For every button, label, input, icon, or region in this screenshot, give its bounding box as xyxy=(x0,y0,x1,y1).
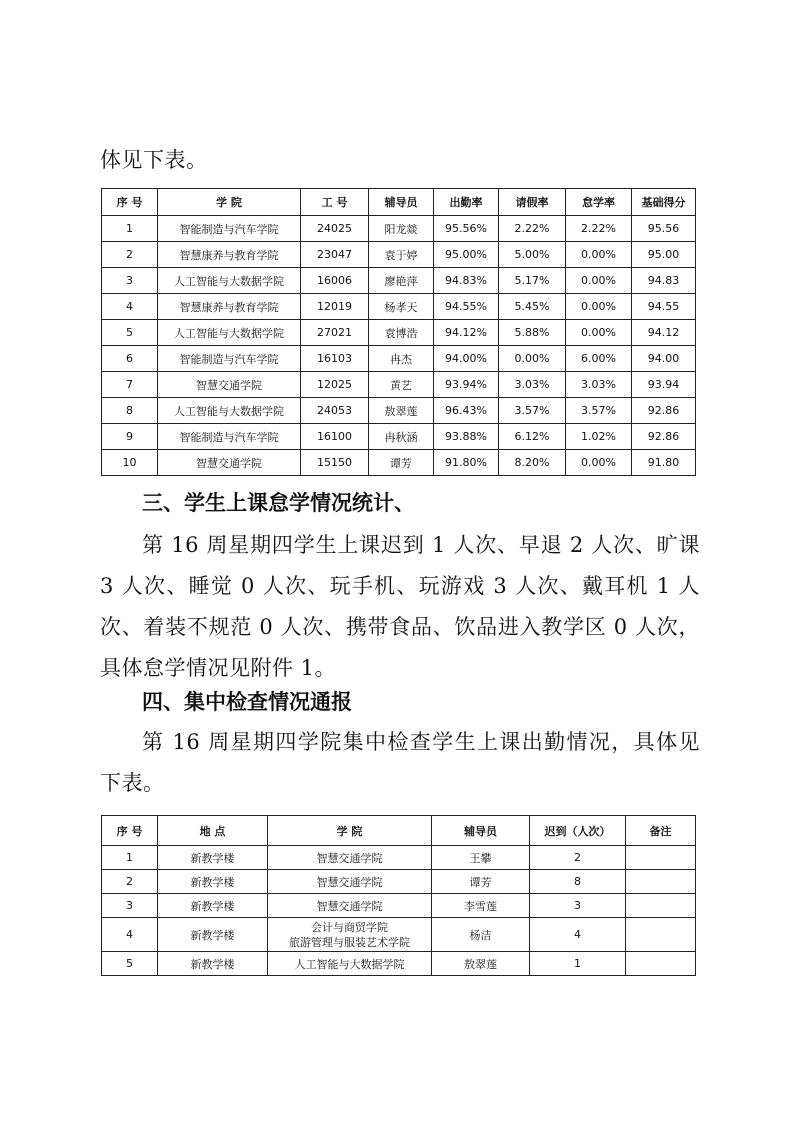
table-row xyxy=(102,216,696,242)
table-cell: 4 xyxy=(102,294,158,320)
column-header: 基础得分 xyxy=(632,189,696,216)
inspection-table xyxy=(101,815,696,976)
table-cell: 人工智能与大数据学院 xyxy=(158,398,301,424)
table-cell: 0.00% xyxy=(566,268,632,294)
column-header: 序 号 xyxy=(102,189,158,216)
table-cell: 智能制造与汽车学院 xyxy=(158,424,301,450)
table-cell: 2 xyxy=(102,242,158,268)
table-cell: 新教学楼 xyxy=(158,894,268,918)
table-row xyxy=(102,372,696,398)
table-cell: 新教学楼 xyxy=(158,952,268,976)
column-header: 学 院 xyxy=(268,816,432,846)
table-header-row xyxy=(102,189,696,216)
column-header: 迟到（人次） xyxy=(530,816,626,846)
table-cell: 1 xyxy=(102,216,158,242)
table-cell: 新教学楼 xyxy=(158,846,268,870)
table-cell: 93.94% xyxy=(434,372,499,398)
table-cell: 4 xyxy=(102,918,158,952)
table-cell: 杨孝天 xyxy=(369,294,434,320)
table-cell: 智慧交通学院 xyxy=(158,450,301,476)
table-row xyxy=(102,424,696,450)
table-cell: 冉杰 xyxy=(369,346,434,372)
table-cell: 王攀 xyxy=(432,846,530,870)
table-cell: 5.45% xyxy=(499,294,566,320)
table-cell: 新教学楼 xyxy=(158,870,268,894)
table-cell: 6.12% xyxy=(499,424,566,450)
column-header: 地 点 xyxy=(158,816,268,846)
table-row xyxy=(102,952,696,976)
table-cell: 0.00% xyxy=(566,320,632,346)
table-cell: 92.86 xyxy=(632,424,696,450)
table-cell: 5.00% xyxy=(499,242,566,268)
column-header: 出勤率 xyxy=(434,189,499,216)
column-header: 请假率 xyxy=(499,189,566,216)
table-cell: 9 xyxy=(102,424,158,450)
table-cell: 0.00% xyxy=(566,242,632,268)
table-cell: 96.43% xyxy=(434,398,499,424)
table-cell: 23047 xyxy=(301,242,369,268)
table-cell: 智慧康养与教育学院 xyxy=(158,294,301,320)
table-cell: 3 xyxy=(530,894,626,918)
counselor-attendance-table xyxy=(101,188,696,476)
table-cell: 12025 xyxy=(301,372,369,398)
section4-body: 第 16 周星期四学院集中检查学生上课出勤情况，具体见下表。 xyxy=(100,730,700,795)
table-cell: 谭芳 xyxy=(432,870,530,894)
table-cell: 0.00% xyxy=(499,346,566,372)
table-cell: 10 xyxy=(102,450,158,476)
table-row xyxy=(102,268,696,294)
table-cell: 27021 xyxy=(301,320,369,346)
table-cell: 人工智能与大数据学院 xyxy=(158,320,301,346)
intro-text: 体见下表。 xyxy=(100,148,208,172)
table-cell: 8 xyxy=(102,398,158,424)
table-row xyxy=(102,320,696,346)
table-cell: 李雪莲 xyxy=(432,894,530,918)
table-cell: 2.22% xyxy=(499,216,566,242)
table-cell: 6 xyxy=(102,346,158,372)
table-cell: 95.00% xyxy=(434,242,499,268)
table-cell: 冉秋涵 xyxy=(369,424,434,450)
section3-body: 第 16 周星期四学生上课迟到 1 人次、早退 2 人次、旷课 3 人次、睡觉 0 人次、玩手机、玩游戏 3 人次、戴耳机 1 人次、着装不规范 0 人次、携带食品、饮品进入教学区 0 人次，具体怠学情况见附件 1。 xyxy=(100,533,700,680)
table-cell xyxy=(626,894,696,918)
table-cell: 廖艳萍 xyxy=(369,268,434,294)
table-cell: 94.12 xyxy=(632,320,696,346)
table-cell: 94.00 xyxy=(632,346,696,372)
column-header: 辅导员 xyxy=(369,189,434,216)
table-cell: 6.00% xyxy=(566,346,632,372)
table-cell: 4 xyxy=(530,918,626,952)
table-cell: 94.12% xyxy=(434,320,499,346)
table-row xyxy=(102,294,696,320)
table-cell: 94.83 xyxy=(632,268,696,294)
table-row xyxy=(102,242,696,268)
table-cell: 94.00% xyxy=(434,346,499,372)
table-cell: 谭芳 xyxy=(369,450,434,476)
table-cell: 0.00% xyxy=(566,450,632,476)
table-cell: 2 xyxy=(530,846,626,870)
table-cell: 人工智能与大数据学院 xyxy=(158,268,301,294)
table-cell: 智慧交通学院 xyxy=(268,894,432,918)
table-cell: 0.00% xyxy=(566,294,632,320)
table-cell: 5 xyxy=(102,952,158,976)
table-row xyxy=(102,870,696,894)
table-cell: 1 xyxy=(102,846,158,870)
table-cell: 智能制造与汽车学院 xyxy=(158,216,301,242)
table-cell: 会计与商贸学院 旅游管理与服装艺术学院 xyxy=(268,918,432,952)
table-cell: 94.83% xyxy=(434,268,499,294)
table-cell: 袁于婷 xyxy=(369,242,434,268)
column-header: 怠学率 xyxy=(566,189,632,216)
table-cell: 5.88% xyxy=(499,320,566,346)
table-cell xyxy=(626,846,696,870)
table-cell: 杨洁 xyxy=(432,918,530,952)
table-cell: 3.57% xyxy=(566,398,632,424)
table-cell: 93.94 xyxy=(632,372,696,398)
table-cell: 15150 xyxy=(301,450,369,476)
table-cell xyxy=(626,870,696,894)
table-cell: 5.17% xyxy=(499,268,566,294)
table-cell: 1 xyxy=(530,952,626,976)
table-cell: 新教学楼 xyxy=(158,918,268,952)
table-cell: 敖翠莲 xyxy=(369,398,434,424)
table-cell: 智慧康养与教育学院 xyxy=(158,242,301,268)
table-cell: 16100 xyxy=(301,424,369,450)
table-cell: 16006 xyxy=(301,268,369,294)
table-cell: 3 xyxy=(102,268,158,294)
column-header: 序 号 xyxy=(102,816,158,846)
table-cell xyxy=(626,952,696,976)
table-cell: 12019 xyxy=(301,294,369,320)
table-cell: 24053 xyxy=(301,398,369,424)
table-cell: 黄艺 xyxy=(369,372,434,398)
table-cell: 3 xyxy=(102,894,158,918)
table-cell: 8 xyxy=(530,870,626,894)
table-cell: 94.55 xyxy=(632,294,696,320)
table-row xyxy=(102,918,696,952)
table-cell: 8.20% xyxy=(499,450,566,476)
table-cell: 智能制造与汽车学院 xyxy=(158,346,301,372)
table-cell xyxy=(626,918,696,952)
table-cell: 95.56 xyxy=(632,216,696,242)
table-cell: 95.00 xyxy=(632,242,696,268)
table-cell: 16103 xyxy=(301,346,369,372)
table-cell: 2 xyxy=(102,870,158,894)
table-cell: 3.03% xyxy=(499,372,566,398)
table-cell: 智慧交通学院 xyxy=(158,372,301,398)
section4-heading: 四、集中检查情况通报 xyxy=(142,690,352,714)
table-cell: 3.03% xyxy=(566,372,632,398)
table-cell: 智慧交通学院 xyxy=(268,870,432,894)
table-cell: 7 xyxy=(102,372,158,398)
table-cell: 93.88% xyxy=(434,424,499,450)
table-row xyxy=(102,450,696,476)
table-cell: 91.80 xyxy=(632,450,696,476)
table-cell: 5 xyxy=(102,320,158,346)
table-cell: 2.22% xyxy=(566,216,632,242)
table-cell: 3.57% xyxy=(499,398,566,424)
section3-heading: 三、学生上课怠学情况统计、 xyxy=(142,491,415,515)
column-header: 备注 xyxy=(626,816,696,846)
column-header: 工 号 xyxy=(301,189,369,216)
table-cell: 24025 xyxy=(301,216,369,242)
table-cell: 91.80% xyxy=(434,450,499,476)
table-cell: 94.55% xyxy=(434,294,499,320)
table-row xyxy=(102,894,696,918)
column-header: 学 院 xyxy=(158,189,301,216)
table-cell: 95.56% xyxy=(434,216,499,242)
table-cell: 人工智能与大数据学院 xyxy=(268,952,432,976)
column-header: 辅导员 xyxy=(432,816,530,846)
table-row xyxy=(102,346,696,372)
table-cell: 袁博浩 xyxy=(369,320,434,346)
table-cell: 敖翠莲 xyxy=(432,952,530,976)
table-cell: 1.02% xyxy=(566,424,632,450)
table-cell: 智慧交通学院 xyxy=(268,846,432,870)
table-row xyxy=(102,398,696,424)
table-cell: 92.86 xyxy=(632,398,696,424)
table-row xyxy=(102,846,696,870)
table-header-row xyxy=(102,816,696,846)
table-cell: 阳龙燚 xyxy=(369,216,434,242)
